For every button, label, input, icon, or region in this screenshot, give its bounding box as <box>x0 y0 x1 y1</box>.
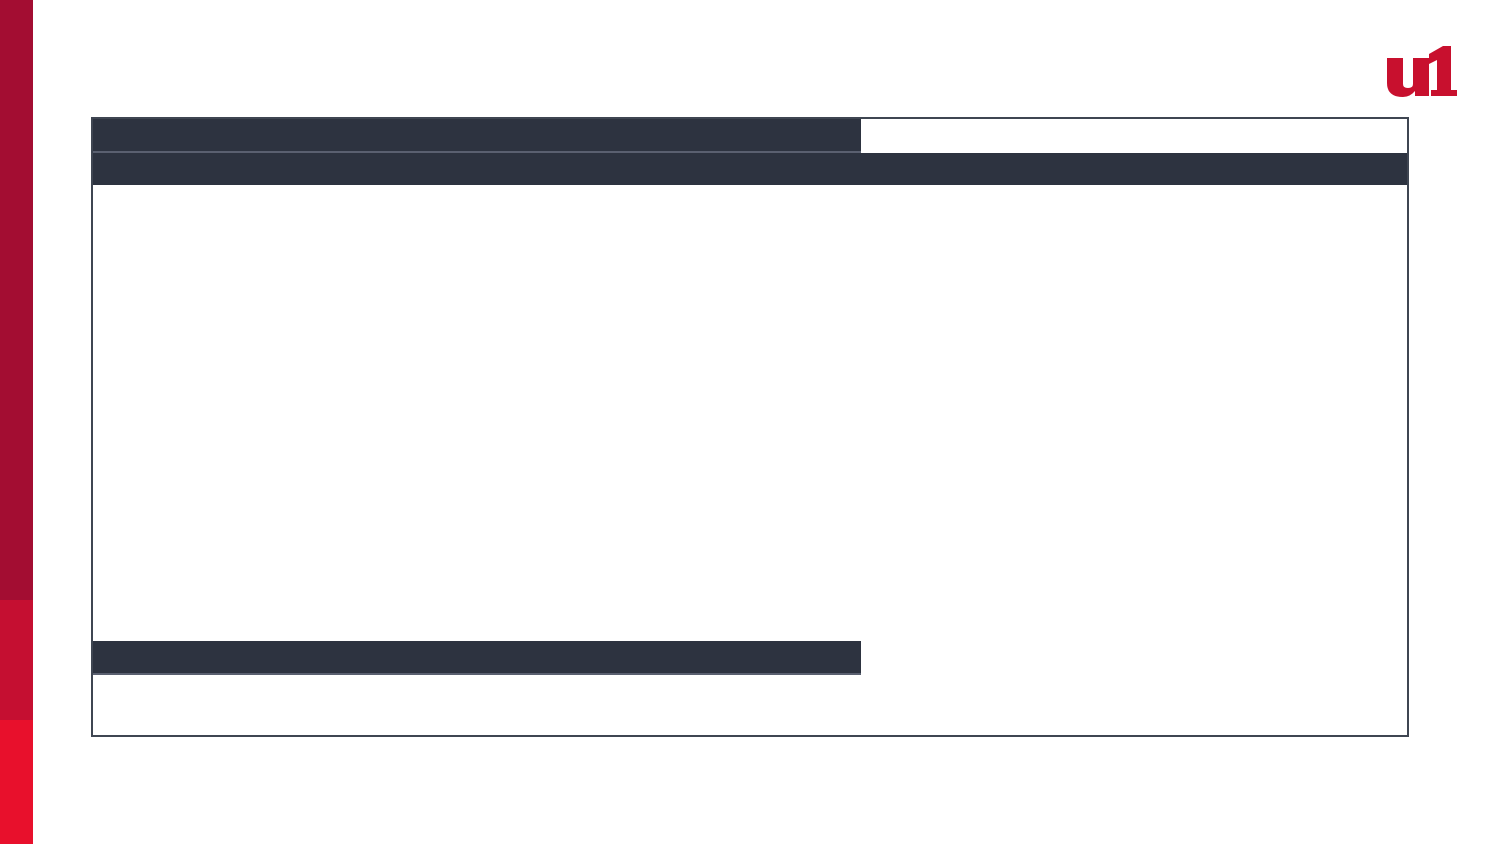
logo-icon <box>1385 44 1459 103</box>
sidebar-accent-bottom <box>0 720 33 844</box>
director-skills-matrix <box>91 117 1409 737</box>
sidebar-accent <box>0 0 33 844</box>
skills-matrix-header <box>93 119 861 153</box>
tenure-age-header <box>93 641 861 675</box>
sidebar-accent-mid <box>0 600 33 720</box>
director-column-headers <box>93 153 1407 185</box>
logo-u1-icon <box>1385 44 1459 98</box>
